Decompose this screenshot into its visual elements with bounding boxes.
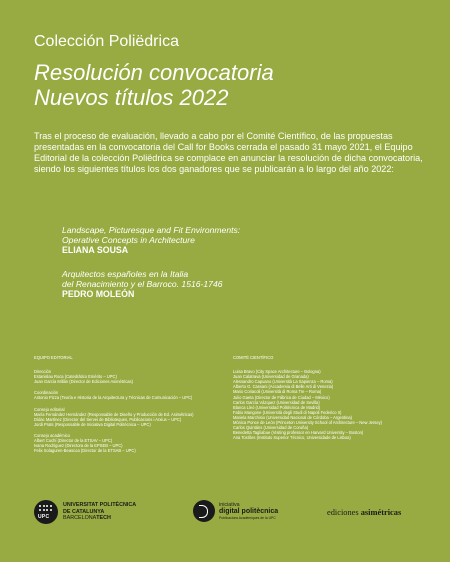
book-author: ELIANA SOUSA — [62, 245, 129, 256]
book-entry — [62, 269, 392, 300]
winning-books — [62, 225, 392, 312]
member-line: Benedetta Tagliabue (Visiting professor en Harvard University – Boston) — [233, 430, 364, 436]
member-line: Juan Calatrava (Universidad de Granada) — [233, 374, 309, 380]
series-name: Colección Poliëdrica — [34, 33, 179, 50]
upc-line-3: BARCELONATECH — [63, 515, 111, 522]
member-line: Alessandro Capuano (Università La Sapienza – Roma) — [233, 379, 333, 385]
member-line: Carlos García Vázquez (Universidad de Sevilla) — [233, 399, 320, 405]
upc-logo-text — [63, 502, 136, 521]
idp-line-3: Publicacions Acadèmiques de la UPC — [219, 516, 276, 520]
member-line: Ivana Rodríguez (Directora de la EPSEB – UPC) — [34, 443, 123, 449]
book-title-line: Operative Concepts in Architecture — [62, 235, 195, 246]
member-line: Ana Tostões (Instituto Superior Técnico, Universidade de Lisboa) — [233, 435, 351, 441]
upc-line-1: UNIVERSITAT POLITÈCNICA — [63, 502, 137, 509]
section-label: Dirección — [34, 369, 52, 375]
upc-badge-text: UPC — [38, 514, 50, 520]
book-title-line: Arquitectos españoles en la Italia — [62, 268, 189, 279]
upc-emblem-icon — [34, 500, 58, 524]
member-line: Blanca Lleó (Universidad Politécnica de Madrid) — [233, 404, 321, 410]
member-line: Alberto G. Cassani (Accademia di Belle Arti di Venezia) — [233, 384, 334, 390]
member-line: Dídac Martínez (Director del Servei de Biblioteques, Publicacions i Arxius – UPC) — [34, 416, 182, 422]
section-label: Consejo académico — [34, 432, 70, 438]
book-author: PEDRO MOLEÓN — [62, 289, 135, 300]
scientific-committee-heading: COMITÉ CIENTÍFICO — [233, 355, 274, 360]
member-line: Estanislau Roca (Catedrático Emérito – UPC) — [34, 374, 117, 380]
page-title — [34, 60, 274, 110]
member-line: Carlos Quintáns (Universidad de Coruña) — [233, 425, 309, 431]
member-line: Mónica Ponce de León (Princeton University School of Architecture – New Jersey) — [233, 420, 383, 426]
member-line: Julio Gaeta (Director de Fábrica de Ciudad – México) — [233, 394, 330, 400]
member-line: Jordi Prats (Responsable de Iniciativa Digital Politècnica – UPC) — [34, 421, 151, 427]
member-line: Juan García Millán (Director de Ediciones Asimétricas) — [34, 379, 133, 385]
iniciativa-digital-logo — [193, 500, 278, 522]
idp-line-1: iniciativa — [219, 502, 240, 508]
section-label: Consejo editorial — [34, 406, 65, 412]
ediciones-asimetricas-logo: ediciones asimétricas — [327, 508, 402, 517]
editorial-team-heading: EQUIPO EDITORIAL — [34, 355, 73, 360]
book-title-line: del Renacimiento y el Barroco. 1516-1746 — [62, 278, 223, 289]
book-title-line: Landscape, Picturesque and Fit Environments: — [62, 225, 241, 235]
idp-logo-text — [219, 502, 278, 520]
member-line: Antonio Pizza (Teoría e Historia de la Arquitectura y Técnicas de Comunicación – UPC) — [34, 395, 193, 401]
title-line-1: Resolución convocatoria — [34, 60, 274, 85]
section-label: Coordinación — [34, 390, 59, 396]
book-entry — [62, 225, 392, 256]
editorial-team — [34, 355, 224, 453]
member-line: Fabio Mangone (Università degli Studi di Napoli Federico II) — [233, 409, 342, 415]
logo-strip — [0, 495, 450, 535]
member-line: Mario Coriacoli (Università di Roma Tre – Roma) — [233, 389, 322, 395]
upc-logo — [34, 500, 136, 524]
title-line-2: Nuevos títulos 2022 — [34, 85, 229, 110]
upc-line-2: DE CATALUNYA — [63, 508, 105, 515]
idp-emblem-icon — [193, 500, 215, 522]
scientific-committee — [233, 355, 433, 440]
intro-paragraph: Tras el proceso de evaluación, llevado a cabo por el Comité Científico, de las propuestas presentadas en la convocatoria del Call for Books cerrada el pasado 31 mayo 2021, el Equipo Editorial de la colección Poliëdrica se complace en anunciar la resolución de dicha convocatoria, siendo los siguientes títulos los dos ganadores que se publicarán a lo largo del año 2022: — [34, 131, 423, 174]
idp-line-2: digital politècnica — [219, 508, 279, 515]
member-line: Luisa Bravo (City Space Architecture – Bologna) — [233, 369, 321, 375]
member-line: Mariela Marchisio (Universidad Nacional de Córdoba – Argentina) — [233, 414, 353, 420]
member-line: Felix Solaguren-Beascoa (Director de la ETSAB – UPC) — [34, 448, 136, 454]
member-line: María Fernández Hernández (Responsable de Diseño y Producción de Ed. Asimétricas) — [34, 411, 194, 417]
member-line: Albert Cuchí (Director de la ETSAV – UPC) — [34, 438, 113, 444]
